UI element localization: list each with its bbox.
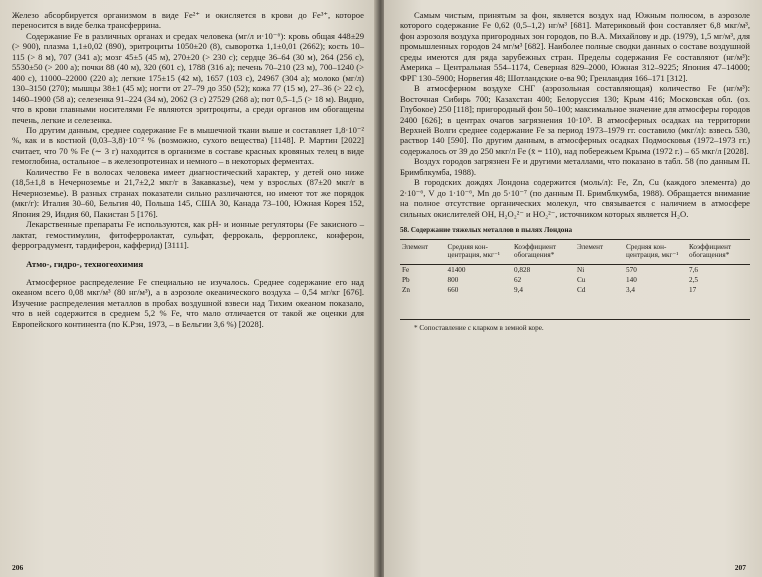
- table-cell: 140: [626, 276, 637, 285]
- table-cell: 62: [514, 276, 522, 285]
- left-paragraph-5: Лекарственные препараты Fe используются, как рН- и ионные регуляторы (Fe закисного – лактат, гемостимулин, фитоферролактат, сульфат, феррокаль, ферроплекс, конферон, ферроградумент, тардиферон, кафферид) [3111].: [12, 219, 364, 250]
- page-number-right: 207: [734, 563, 746, 572]
- table-cell: 2,5: [689, 276, 698, 285]
- right-paragraph-4: В городских дождях Лондона содержится (моль/л): Fe, Zn, Cu (каждого элемента) до 2·10⁻⁶, V до 1·10⁻⁶, Mn до 5·10⁻⁷ (по данным П. Бримблкумба, 1988). Обращается внимание на полное отсутствие органических молекул, что связывается с наличием в атмосфере сильных окислителей OH, H₂O₂²⁻ и HO₂²⁻, источником которых является H₂O.: [400, 177, 750, 219]
- table-header-cell: Коэффициент обогащения*: [514, 242, 557, 259]
- table-cell: 17: [687, 285, 750, 319]
- table-cell: 570: [626, 265, 637, 274]
- section-heading: Атмо-, гидро-, техногеохимия: [26, 259, 144, 270]
- metals-table-block: [400, 225, 750, 333]
- table-row: [400, 285, 750, 319]
- table-cell: 800: [447, 276, 459, 285]
- right-text-column: [400, 10, 750, 333]
- table-cell: Cd: [575, 285, 624, 319]
- left-paragraph-1: Железо абсорбируется организмом в виде Fe²⁺ и окисляется в крови до Fe³⁺, которое переносится в виде белка трансферрина.: [12, 10, 364, 31]
- table-header-cell: Элемент: [402, 242, 429, 251]
- table-cell: Ni: [577, 265, 585, 274]
- left-page: [0, 0, 378, 577]
- table-cell: Zn: [400, 285, 446, 319]
- table-cell: 660: [446, 285, 513, 319]
- table-cell: 7,6: [689, 265, 698, 274]
- table-header-cell: Средняя кон-центрация, мкг⁻¹: [447, 242, 500, 259]
- table-cell: Cu: [577, 276, 586, 285]
- table-header-cell: Элемент: [577, 242, 604, 251]
- table-header-cell: Средняя кон-центрация, мкг⁻¹: [626, 242, 679, 259]
- table-header-cell: Коэффициент обогащения*: [689, 242, 732, 259]
- table-cell: Fe: [402, 265, 410, 274]
- table-header-row: [400, 239, 750, 264]
- left-paragraph-3: По другим данным, среднее содержание Fe в мышечной ткани выше и составляет 1,8·10⁻² %, как и в костной (0,03–3,8)·10⁻² % (возможно, сухого вещества) [1148]. Р. Мартин [2022] считает, что 70 % Fe (∼ 3 г) находится в организме в составе красных кровяных телец в виде гемоглобина, остальное – в железопротеинах и немного – в некоторых ферментах.: [12, 124, 364, 167]
- table-cell: 3,4: [624, 285, 687, 319]
- right-paragraph-3: Воздух городов загрязнен Fe и другими металлами, что показано в табл. 58 (по данным П. Бримблкумба, 1988).: [400, 156, 750, 177]
- table-cell: 0,828: [514, 265, 531, 274]
- left-paragraph-4: Количество Fe в волосах человека имеет диагностический характер, у детей оно ниже (18,5±1,8 в Нечерноземье и 21,7±2,2 мкг/г в Закавказье), чем у взрослых (87±20 мкг/г в Нечерноземье). В разных странах показатели сильно различаются, но имеют тот же порядок (мкг/г): Италия 30–60, Бельгия 40, Польша 145, США 30, Канада 73–100, Южная Корея 152, Япония 29, Индия 60, Пакистан 5 [176].: [12, 166, 364, 219]
- table-footnote: * Сопоставление с кларком в земной коре.: [414, 323, 544, 332]
- table-cell: 9,4: [512, 285, 575, 319]
- right-page: [384, 0, 762, 577]
- right-paragraph-2: В атмосферном воздухе СНГ (аэрозольная составляющая) количество Fe (нг/м³): Восточная Сибирь 700; Казахстан 400; Белоруссия 130; Крым 416; Московская обл. (оз. Глубокое) 250 [118]; пригородный фон 50–100; максимальное значение для атмосферы городов 2400 [626]; в центрах очагов загрязнения 10·10⁵. В атмосферных осадках на территории Верхней Волги среднее содержание Fe за период 1973–1979 гг. составило (мкг/л): взвесь 530, раствор 140 [590]. По другим данным, в атмосферных осадках Подмосковья (1972–1973 гг.) содержалось от 39 до 250 мкг/л Fe (x̄ = 110), над побережьем Крыма (1972 г.) – 65 мкг/л [2028].: [400, 83, 750, 156]
- left-paragraph-2: Содержание Fe в различных органах и средах человека (мг/л и·10⁻⁶): кровь общая 448±29 (> 900), плазма 1,1±0,02 (890), эритроциты 1050±20 (8), сыворотка 1,1±0,01 (2662); кость 10–115 (> 8 м), 707 (341 а); мозг 45±5 (45 м), 270±20 (> 230 с); сердце 36–64 (30 м), 264 (256 с), 5530±50 (> 200 а); почки 88 (40 м), 320 (601 с), 1788 (316 а); печень 70–210 (23 м), 700–1240 (> 400 с), 11000–22000 (220 а); легкие 175±15 (42 м), 1657 (103 с), 24967 (304 а); молоко (мг/л) 130–3150 (270); мышцы 38±1 (45 м); ногти от 27–79 до 350 (52); кожа 77 (15 м), 27–36 (> 22 с), 1460–1900 (58 а); селезенка 91–224 (34 м), 2062 (3 с) 27529 (268 а); пот 0,5–1,5 (> 18 м). Видно, что в крови главными носителями Fe являются эритроциты, а среди органов им обогащены печень, легкие и селезенка.: [12, 30, 364, 125]
- metals-table: [400, 239, 750, 320]
- table-row: [400, 264, 750, 275]
- section-paragraph: Атмосферное распределение Fe специально не изучалось. Среднее содержание его над океаном всего 0,08 мкг/м³ (80 нг/м³), а в аэрозоле океанического воздуха – 0,54 мг/кг [676]. Изучение распределения металлов в пробах воздушной взвеси над Тихим океаном показало, что в ней содержится в среднем 5,2 % Fe, что мало отличается от такой же оценки для Европейского континента (по К.Рэн, 1973, – в Бельгии 3,6 %) [2028].: [12, 276, 364, 329]
- table-row: [400, 275, 750, 285]
- table-cell: Pb: [402, 276, 410, 285]
- right-paragraph-1: Самым чистым, принятым за фон, является воздух над Южным полюсом, в аэрозоле которого содержание Fe 0,62 (0,5–1,2) нг/м³ [681]. Материковый фон составляет 6,8 мкг/м³, фон аэрозоля воздуха пригородных зон городов, по В.А. Михайлову и др. (1979), 1,5 мг/м³, для промышленных городов 24 мг/м³ [682]. Наиболее полные сводки данных о составе воздушной среды имеются для ряда зарубежных стран. Пределы содержания Fe составляют (нг/м³): Америка – Центральная 554–1174, Северная 829–2000, Южная 312–9225; Япония 47–14000; ФРГ 130–5900; Норвегия 48; Шотландские о-ва 90; Гренландия 166–171 [312].: [400, 10, 750, 83]
- table-cell: 41400: [447, 265, 466, 274]
- left-text-column: [12, 10, 364, 329]
- table-caption: 58. Содержание тяжелых металлов в пылях Лондона: [400, 226, 573, 235]
- page-number-left: 206: [12, 563, 24, 572]
